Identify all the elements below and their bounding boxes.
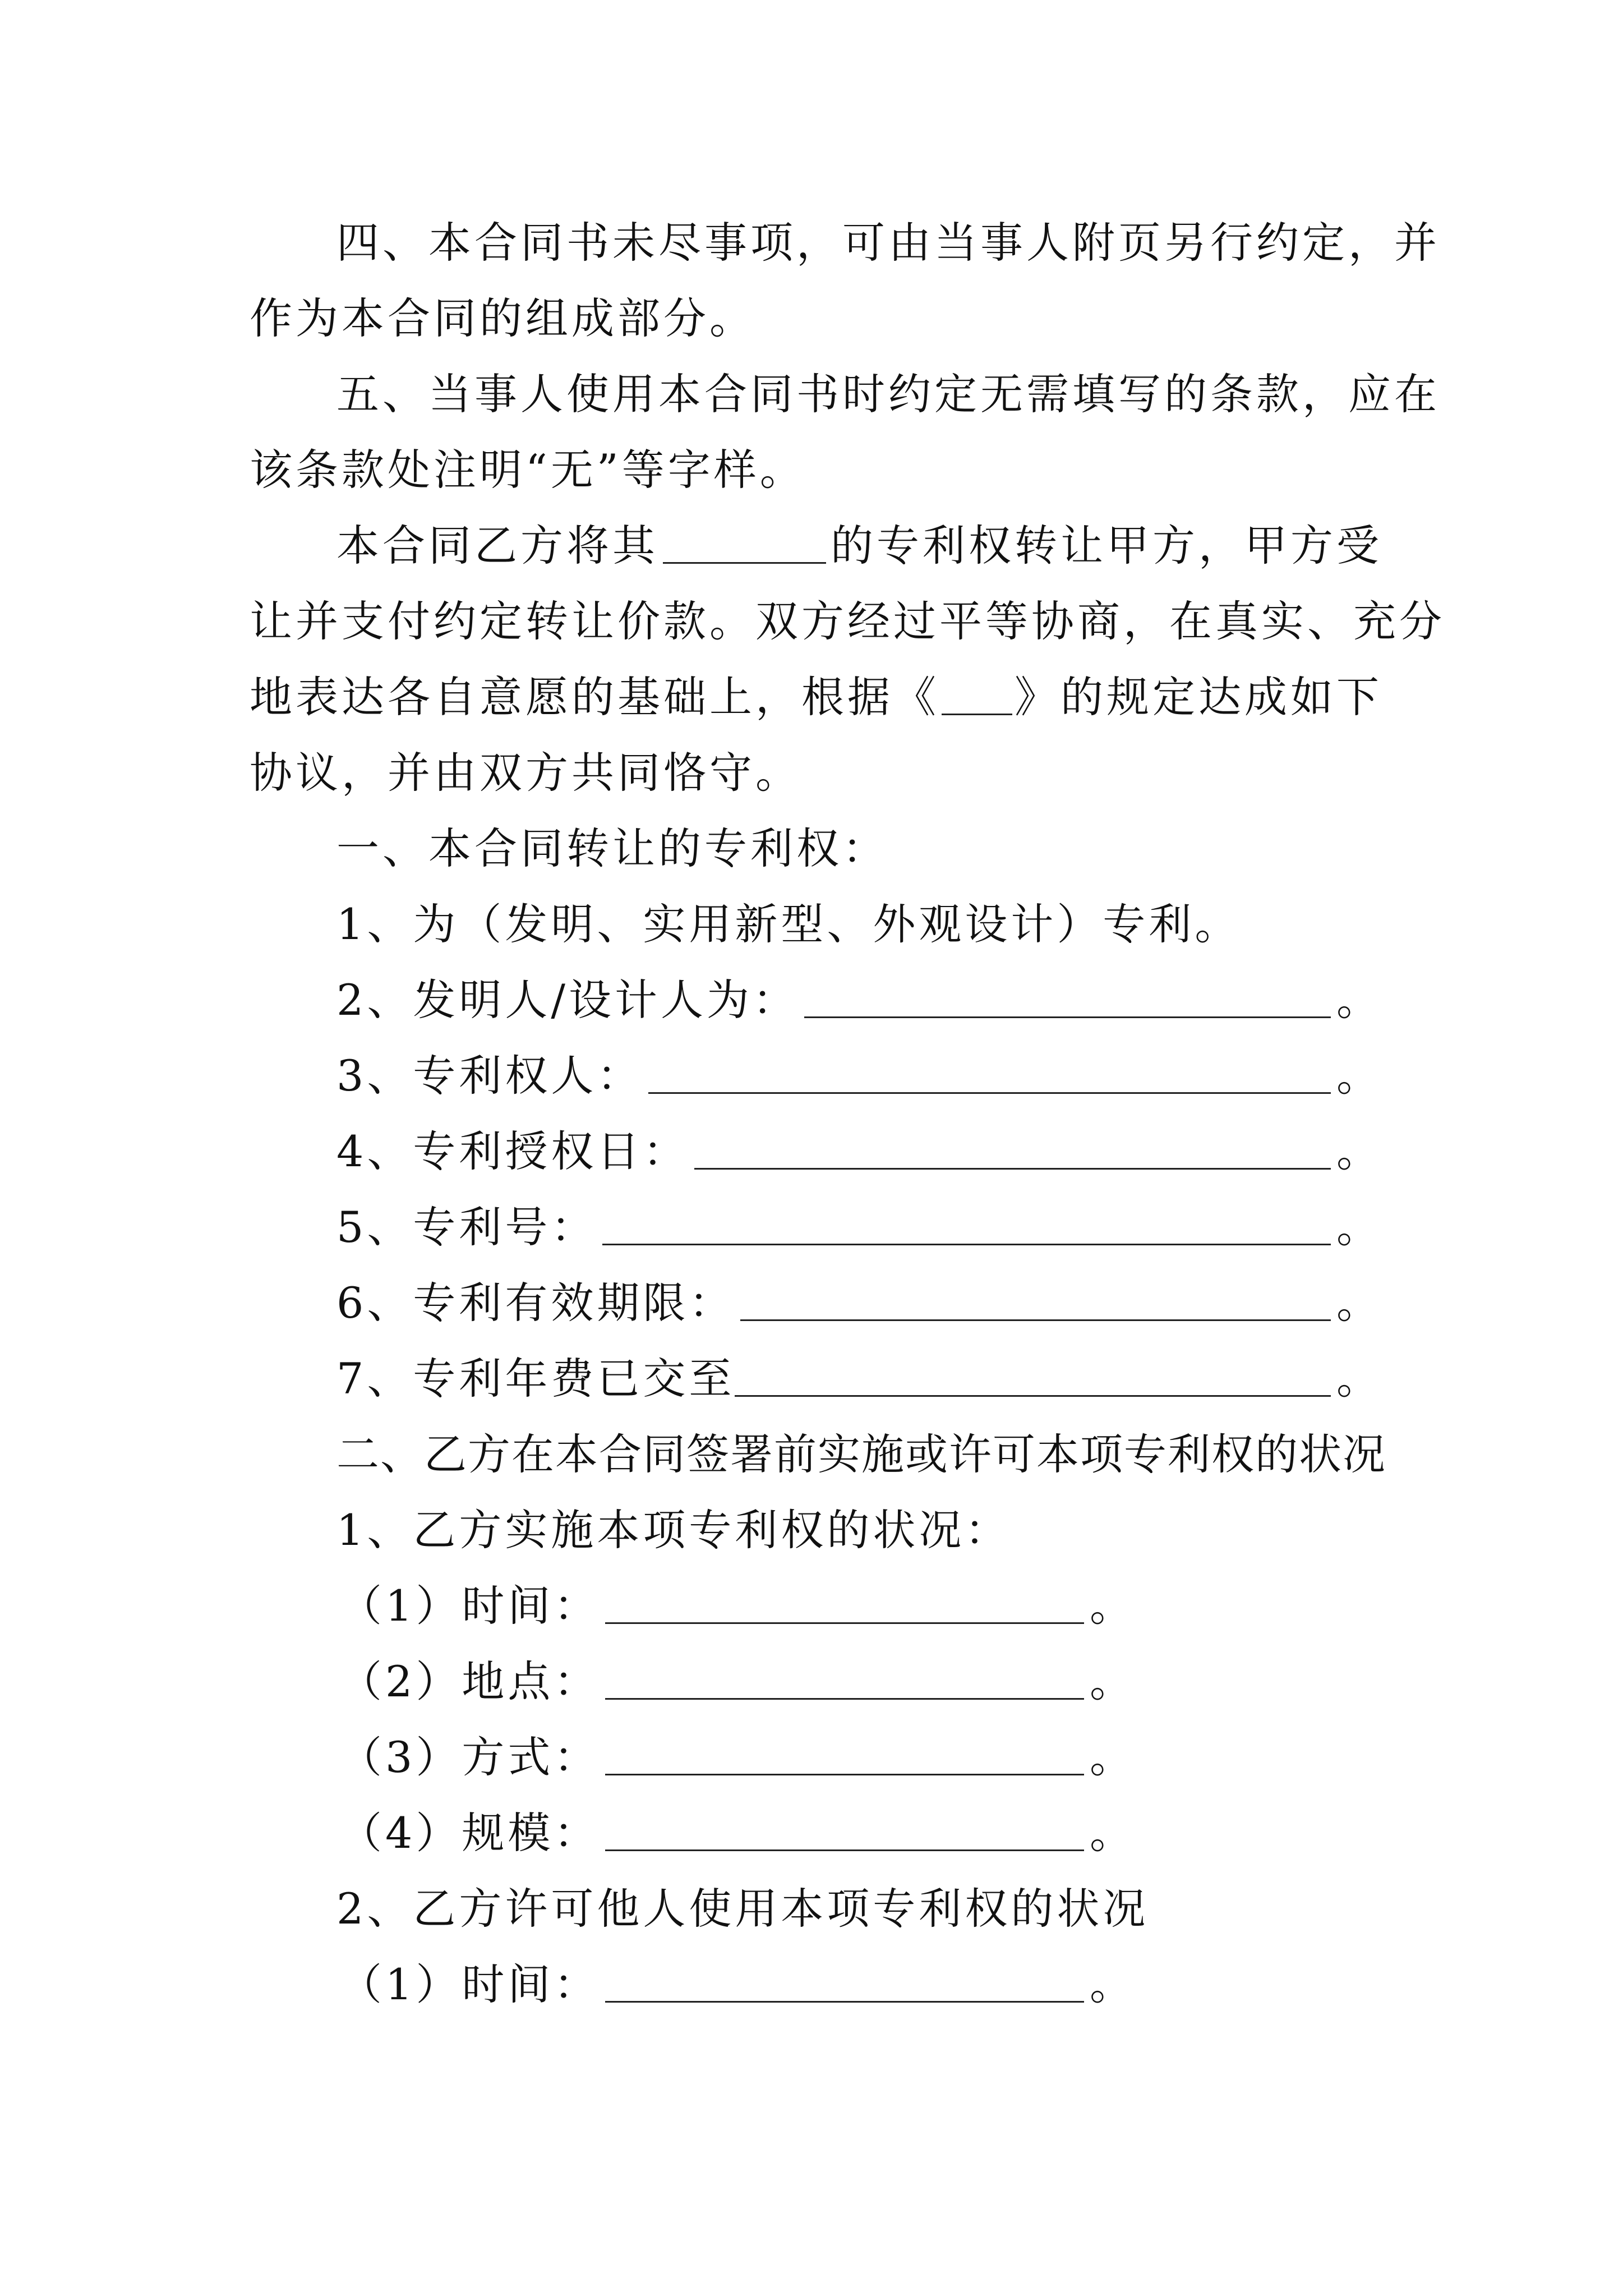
validity-period-blank[interactable]	[740, 1319, 1331, 1321]
field-end: 。	[1090, 1581, 1136, 1631]
intro-line-1	[336, 512, 1382, 579]
clause-5-line-2: 该条款处注明“无”等字样。	[250, 445, 806, 495]
section-2-sub-1: 1、乙方实施本项专利权的状况：	[336, 1505, 1011, 1555]
field-annual-fee	[336, 1345, 1382, 1412]
field-label: （3）方式：	[339, 1732, 600, 1782]
field-end: 。	[1336, 1126, 1382, 1176]
field-label: （2）地点：	[339, 1657, 600, 1706]
field-end: 。	[1090, 1732, 1136, 1782]
field-grant-date	[336, 1118, 1382, 1185]
implementation-method-blank[interactable]	[605, 1774, 1084, 1775]
annual-fee-blank[interactable]	[735, 1395, 1331, 1397]
field-implementation-time	[339, 1572, 1136, 1640]
intro-text-c: 地表达各自意愿的基础上，根据《	[250, 672, 939, 722]
field-implementation-method	[339, 1724, 1136, 1791]
law-name-blank[interactable]	[942, 714, 1012, 715]
implementation-scale-blank[interactable]	[605, 1849, 1084, 1851]
field-label: 6、专利有效期限：	[336, 1278, 735, 1328]
field-end: 。	[1336, 1278, 1382, 1328]
intro-text-b: 的专利权转让甲方，甲方受	[831, 521, 1382, 570]
field-license-time	[339, 1951, 1136, 2018]
field-label: 3、专利权人：	[336, 1051, 643, 1101]
clause-4-line-2: 作为本合同的组成部分。	[250, 293, 755, 343]
implementation-place-blank[interactable]	[605, 1698, 1084, 1700]
field-label: （1）时间：	[339, 1959, 600, 2009]
intro-text-a: 本合同乙方将其	[336, 521, 658, 570]
field-label: 7、专利年费已交至	[336, 1354, 735, 1404]
clause-4-line-1: 四、本合同书未尽事项，可由当事人附页另行约定，并	[336, 218, 1440, 268]
field-end: 。	[1336, 1354, 1382, 1404]
field-inventor	[336, 967, 1382, 1034]
implementation-time-blank[interactable]	[605, 1622, 1084, 1624]
field-end: 。	[1090, 1808, 1136, 1858]
field-label: （4）规模：	[339, 1808, 600, 1858]
field-patentee	[336, 1042, 1382, 1110]
section-1-item-1: 1、为（发明、实用新型、外观设计）专利。	[336, 899, 1241, 949]
intro-text-d: 》的规定达成如下	[1015, 672, 1382, 722]
intro-line-4: 协议，并由双方共同恪守。	[250, 748, 801, 798]
intro-line-3	[250, 664, 1382, 731]
inventor-blank[interactable]	[804, 1016, 1331, 1018]
field-validity-period	[336, 1269, 1382, 1337]
field-label: （1）时间：	[339, 1581, 600, 1631]
section-1-heading: 一、本合同转让的专利权：	[336, 823, 888, 873]
field-label: 2、发明人/设计人为：	[336, 975, 799, 1025]
clause-5-line-1: 五、当事人使用本合同书时约定无需填写的条款，应在	[336, 369, 1440, 419]
field-implementation-place	[339, 1648, 1136, 1715]
patent-name-blank[interactable]	[663, 562, 826, 564]
field-end: 。	[1336, 1051, 1382, 1101]
field-end: 。	[1336, 1202, 1382, 1252]
field-label: 5、专利号：	[336, 1202, 597, 1252]
section-2-heading: 二、乙方在本合同签署前实施或许可本项专利权的状况	[336, 1429, 1386, 1479]
field-end: 。	[1090, 1959, 1136, 2009]
field-implementation-scale	[339, 1800, 1136, 1867]
patent-number-blank[interactable]	[602, 1244, 1331, 1245]
section-2-sub-2: 2、乙方许可他人使用本项专利权的状况	[336, 1884, 1149, 1934]
patentee-blank[interactable]	[648, 1092, 1331, 1094]
field-end: 。	[1336, 975, 1382, 1025]
field-end: 。	[1090, 1657, 1136, 1706]
license-time-blank[interactable]	[605, 2001, 1084, 2003]
field-label: 4、专利授权日：	[336, 1126, 689, 1176]
intro-line-2: 让并支付约定转让价款。双方经过平等协商，在真实、充分	[250, 596, 1445, 646]
grant-date-blank[interactable]	[694, 1168, 1331, 1170]
field-patent-number	[336, 1194, 1382, 1261]
